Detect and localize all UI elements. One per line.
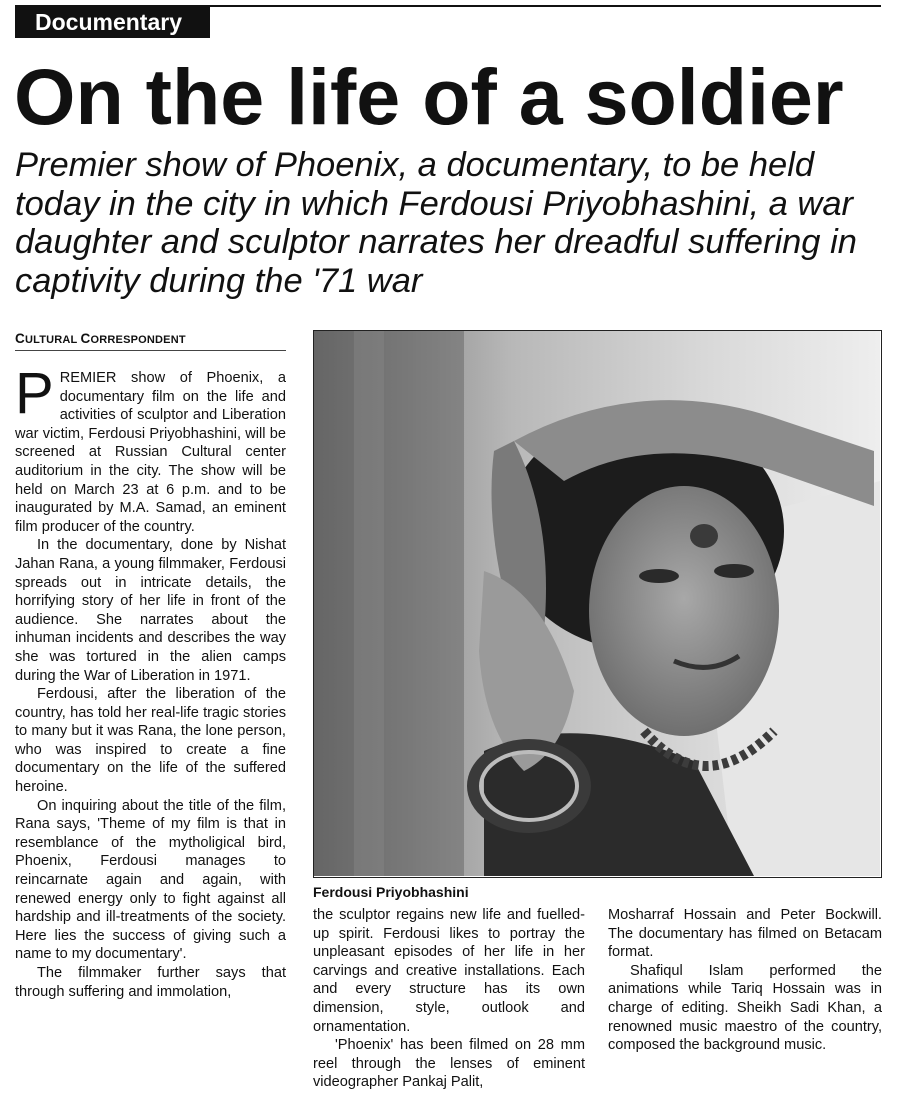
drop-cap: P xyxy=(15,369,54,426)
article-column-3 xyxy=(608,906,882,1114)
article-column-1 xyxy=(15,369,286,1114)
headline: On the life of a soldier xyxy=(14,52,844,141)
article-paragraph: Mosharraf Hossain and Peter Bockwill. The documentary has filmed on Betacam format. xyxy=(608,907,882,961)
byline-initial-2: C xyxy=(80,331,91,346)
article-paragraph: the sculptor regains new life and fuelled-up spirit. Ferdousi likes to portray the unpleasant episodes of her life in her carvings and creative installations. Each and every structure has its own dimension, style, outlook and ornamentation. xyxy=(313,907,585,1035)
article-paragraph: The filmmaker further says that through suffering and immolation, xyxy=(15,965,286,1000)
byline xyxy=(15,331,286,351)
article-paragraph: On inquiring about the title of the film, Rana says, 'Theme of my film is that in resemblance of the mytholigical bird, Phoenix, Ferdousi manages to reincarnate again and again, with renewed energy only to fight against all hardship and ill-treatments of the society. Here lies the success of giving such a name to my documentary'. xyxy=(15,797,286,963)
portrait-photo-image xyxy=(314,331,880,876)
section-label: Documentary xyxy=(15,6,210,38)
byline-rest-1: ULTURAL xyxy=(24,334,81,346)
article-paragraph xyxy=(15,369,286,536)
byline-initial-1: C xyxy=(15,331,25,346)
article-paragraph-text: REMIER show of Phoenix, a documentary film on the life and activities of sculptor and Liberation war victim, Ferdousi Priyobhashini, will be screened at Russian Cultural center auditorium in the city. The show will be held on March 23 at 6 p.m. and to be inaugurated by M.A. Samad, an eminent film producer of the country. xyxy=(15,370,286,535)
portrait-photo xyxy=(313,330,882,878)
article-paragraph: 'Phoenix' has been filmed on 28 mm reel through the lenses of eminent videographer Pankaj Palit, xyxy=(313,1037,585,1091)
article-paragraph: Shafiqul Islam performed the animations while Tariq Hossain was in charge of editing. Sheikh Sadi Khan, a renowned music maestro of the country, composed the background music. xyxy=(608,962,882,1054)
article-paragraph: Ferdousi, after the liberation of the country, has told her real-life tragic stories to many but it was Rana, the lone person, who was inspired to create a fine documentary on the life of the suffered heroine. xyxy=(15,686,286,796)
article-column-2 xyxy=(313,906,585,1114)
photo-caption: Ferdousi Priyobhashini xyxy=(313,884,469,900)
article-paragraph: In the documentary, done by Nishat Jahan Rana, a young filmmaker, Ferdousi spreads out in intricate details, the horrifying story of her life in front of the audience. She narrates about the inhuman incidents and describes the way she was tortured in the alien camps during the War of Liberation in 1971. xyxy=(15,537,286,684)
deck: Premier show of Phoenix, a documentary, to be held today in the city in which Ferdousi Priyobhashini, a war daughter and sculptor narrates her dreadful suffering in captivity during the '71 war xyxy=(15,146,857,300)
byline-rest-2: ORRESPONDENT xyxy=(90,334,186,346)
